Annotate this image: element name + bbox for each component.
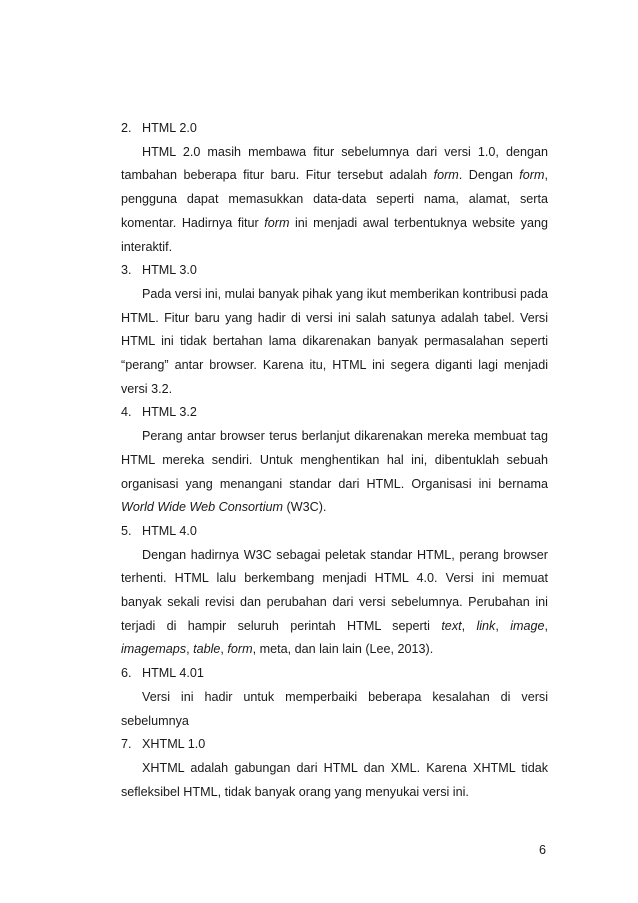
italic-term: form [227,642,253,657]
section-paragraph [121,283,548,402]
section-heading [121,401,548,425]
section-heading [121,662,548,686]
section-heading [121,259,548,283]
italic-term: form [433,168,459,183]
section-title: HTML 3.2 [142,405,197,420]
text-run: , [220,642,228,657]
text-run: , [495,618,511,633]
section-number: 2. [121,121,132,135]
text-run: , meta, dan lain lain (Lee, 2013). [252,642,434,657]
text-run: Versi ini hadir untuk memperbaiki beberapa kesalahan di versi sebelumnya [121,689,548,728]
italic-term: link [476,618,496,633]
italic-term: form [264,215,290,230]
italic-term: image [510,618,545,633]
section-paragraph [121,544,548,663]
text-run: , [461,618,477,633]
text-run: Perang antar browser terus berlanjut dikarenakan mereka membuat tag HTML mereka sendiri. Untuk menghentikan hal ini, dibentuklah sebuah organisasi yang menangani standar dari HTML. Organisasi ini bernama [121,429,548,491]
section-number: 7. [121,737,132,752]
document-body [121,117,548,804]
section-number: 3. [121,263,132,278]
italic-term: form [519,168,545,183]
text-run: HTML 2.0 masih membawa fitur sebelumnya dari versi 1.0, dengan tambahan beberapa fitur baru. Fitur tersebut adalah [121,144,548,183]
italic-term: table [193,642,221,657]
text-run: ini menjadi awal terbentuknya website yang interaktif. [121,215,548,254]
section-heading [121,117,548,141]
section-paragraph [121,141,548,260]
section-number: 5. [121,523,132,538]
section-paragraph [121,686,548,733]
italic-term: World Wide Web Consortium [121,500,284,515]
section-title: XHTML 1.0 [142,737,206,752]
text-run: , pengguna dapat memasukkan data-data seperti nama, alamat, serta komentar. Hadirnya fitur [121,168,548,230]
italic-term: imagemaps [121,642,187,657]
section-title: HTML 4.0 [142,523,197,538]
section-title: HTML 2.0 [142,121,197,135]
text-run: , [544,618,548,633]
section-paragraph [121,757,548,804]
section-heading [121,520,548,544]
page-number: 6 [539,843,547,857]
section-paragraph [121,425,548,520]
italic-term: text [441,618,462,633]
text-run: . Dengan [458,168,520,183]
text-run: , [186,642,194,657]
section-number: 6. [121,666,132,681]
text-run: Pada versi ini, mulai banyak pihak yang ikut memberikan kontribusi pada HTML. Fitur baru yang hadir di versi ini salah satunya adalah tabel. Versi HTML ini tidak bertahan lama dikarenakan banyak permasalahan seperti “perang” antar browser. Karena itu, HTML ini segera diganti lagi menjadi versi 3.2. [121,286,549,396]
section-title: HTML 4.01 [142,666,204,681]
text-run: XHTML adalah gabungan dari HTML dan XML. Karena XHTML tidak sefleksibel HTML, tidak banyak orang yang menyukai versi ini. [121,760,548,799]
text-run: (W3C). [283,500,327,515]
section-number: 4. [121,405,132,420]
section-heading [121,733,548,757]
text-run: Dengan hadirnya W3C sebagai peletak standar HTML, perang browser terhenti. HTML lalu berkembang menjadi HTML 4.0. Versi ini memuat banyak sekali revisi dan perubahan dari versi sebelumnya. Perubahan ini terjadi di hampir seluruh perintah HTML seperti [121,547,548,633]
section-title: HTML 3.0 [142,263,197,278]
